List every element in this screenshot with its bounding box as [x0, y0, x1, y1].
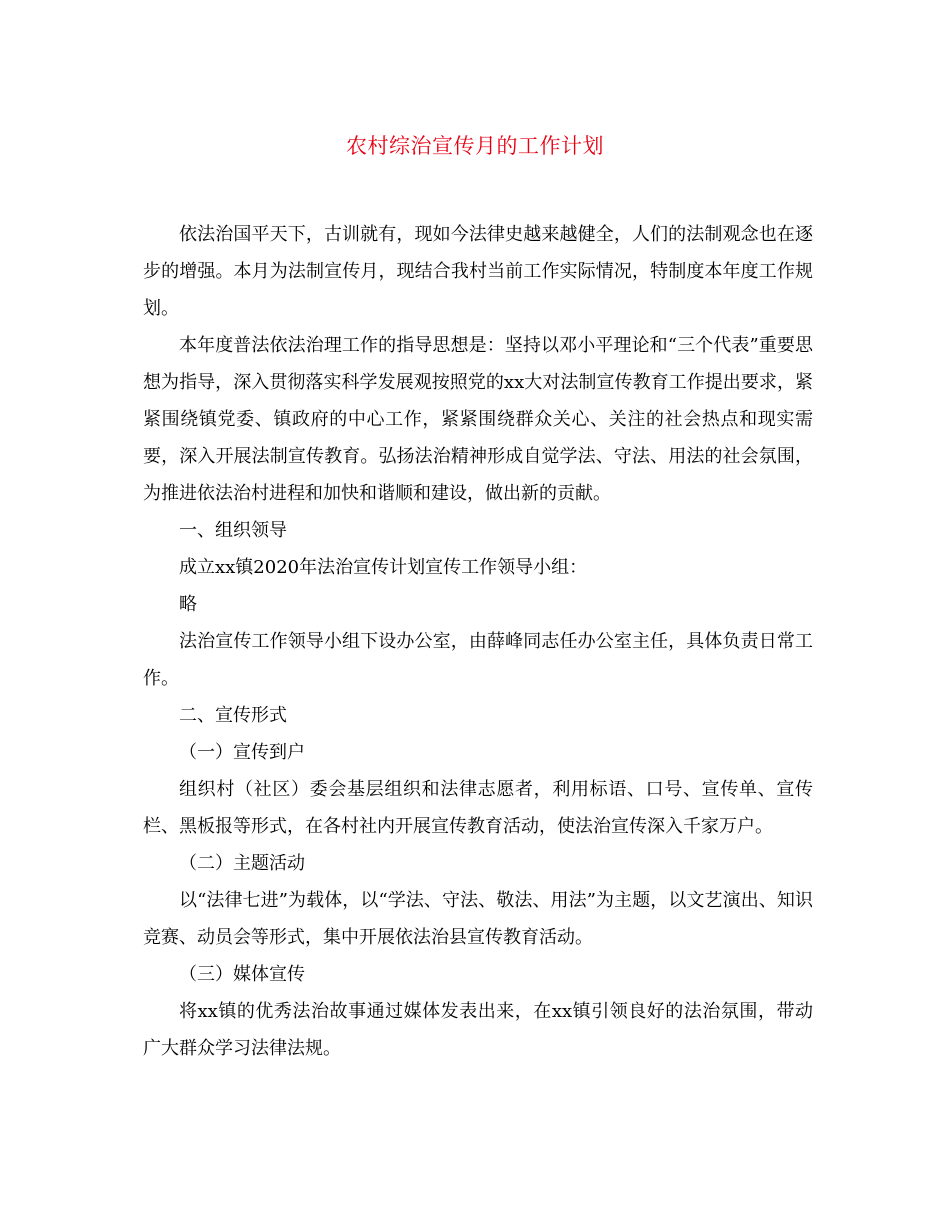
- section-heading-organization: 一、组织领导: [179, 520, 287, 541]
- door-to-door-paragraph: 组织村（社区）委会基层组织和法律志愿者，利用标语、口号、宣传单、宣传栏、黑板报等形式，在各村社内开展宣传教育活动，使法治宣传深入千家万户。: [143, 779, 813, 837]
- leadership-group-paragraph: 成立xx镇2020年法治宣传计划宣传工作领导小组：: [179, 557, 588, 578]
- media-paragraph: 将xx镇的优秀法治故事通过媒体发表出来，在xx镇引领良好的法治氛围，带动广大群众学习法律法规。: [143, 1001, 813, 1059]
- intro-paragraph: 依法治国平天下，古训就有，现如今法律史越来越健全，人们的法制观念也在逐步的增强。本月为法制宣传月，现结合我村当前工作实际情况，特制度本年度工作规划。: [143, 224, 813, 319]
- omitted-paragraph: 略: [179, 594, 197, 615]
- subheading-theme-activities: （二）主题活动: [179, 853, 305, 874]
- document-body: [143, 216, 813, 1067]
- subheading-door-to-door: （一）宣传到户: [179, 742, 305, 763]
- document-title: 农村综治宣传月的工作计划: [346, 134, 604, 158]
- guiding-principle-paragraph: 本年度普法依法治理工作的指导思想是：坚持以邓小平理论和“三个代表”重要思想为指导，深入贯彻落实科学发展观按照党的xx大对法制宣传教育工作提出要求，紧紧围绕镇党委、镇政府的中心工作，紧紧围绕群众关心、关注的社会热点和现实需要，深入开展法制宣传教育。弘扬法治精神形成自觉学法、守法、用法的社会氛围，为推进依法治村进程和加快和谐顺和建设，做出新的贡献。: [143, 335, 813, 504]
- section-heading-forms: 二、宣传形式: [179, 705, 287, 726]
- office-paragraph: 法治宣传工作领导小组下设办公室，由薛峰同志任办公室主任，具体负责日常工作。: [143, 631, 813, 689]
- theme-activities-paragraph: 以“法律七进”为载体，以“学法、守法、敬法、用法”为主题，以文艺演出、知识竞赛、动员会等形式，集中开展依法治县宣传教育活动。: [143, 890, 813, 948]
- subheading-media: （三）媒体宣传: [179, 964, 305, 985]
